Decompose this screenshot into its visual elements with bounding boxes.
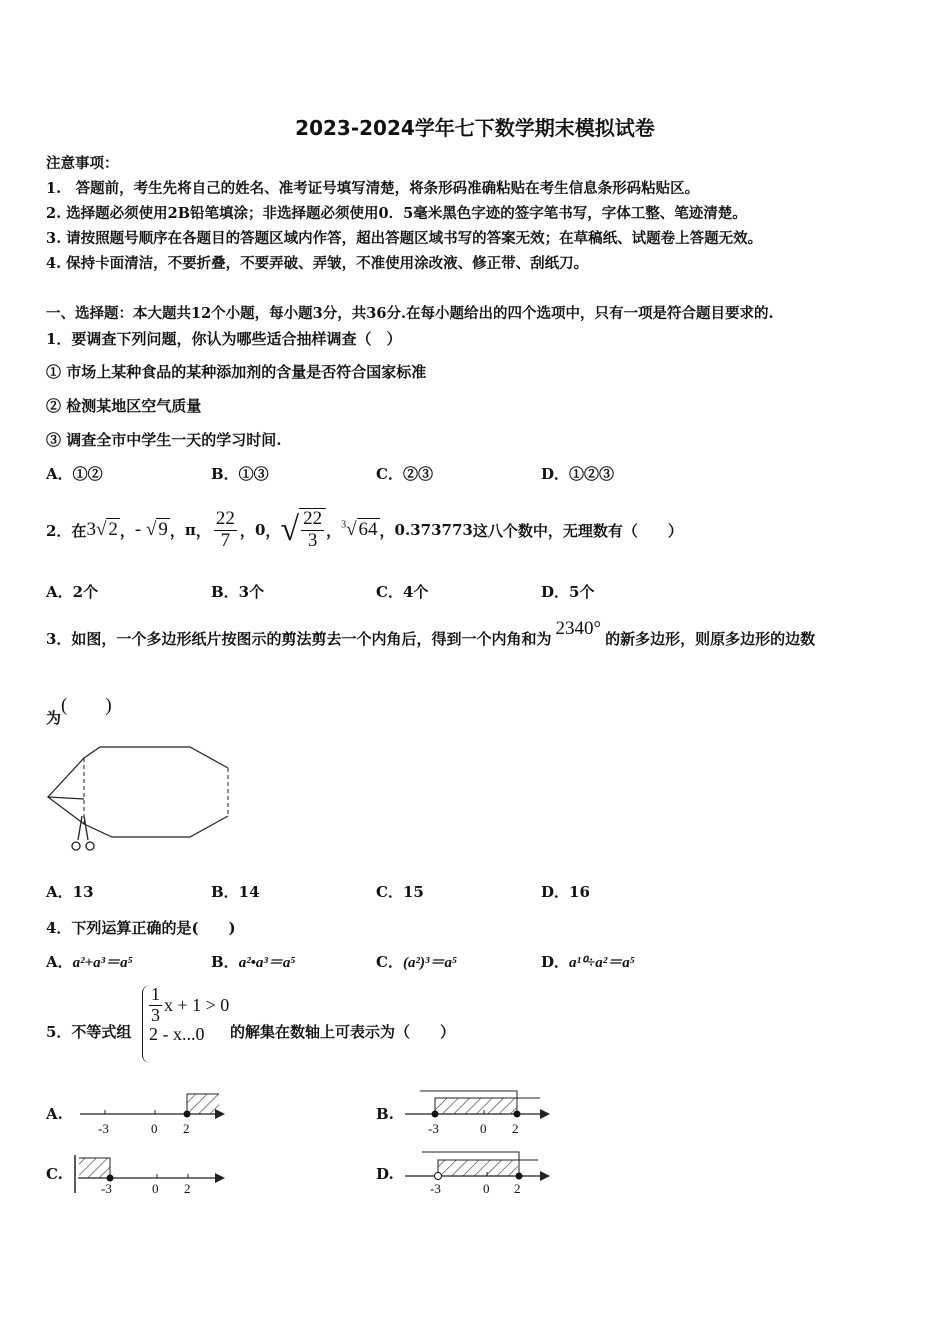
option-b: B．3个 [211,583,265,601]
number-line-d [400,1148,560,1198]
sep: ， [265,521,281,540]
tick-label: 2 [183,1121,190,1136]
page-title: 2023-2024学年七下数学期末模拟试卷 [295,116,655,140]
radicand: 2 [108,519,118,540]
question-stem: 1．要调查下列问题，你认为哪些适合抽样调查（ ） [46,330,402,348]
inequality-1 [149,985,229,1026]
denominator: 3 [307,530,318,551]
question-stem: 4．下列运算正确的是( ) [46,919,236,937]
question-stem-cont [46,695,112,729]
number-cuberoot-64: $^3$√ 64 [341,519,378,540]
stem-part: 的新多边形，则原多边形的边数 [605,630,816,648]
number-pi: π [184,521,196,539]
number-neg-root-9: - √ 9 [134,519,168,540]
note-item: 4. 保持卡面清洁，不要折叠，不要弄破、弄皱，不准使用涂改液、修正带、刮纸刀。 [46,255,589,272]
option-a: A．①② [46,465,103,483]
coef: 3 [86,519,96,540]
option-a-label: A. [46,1105,63,1123]
option-d [541,951,635,972]
scissors-icon [72,816,94,850]
option-a: A．13 [46,883,94,901]
question-item: ② 检测某地区空气质量 [46,397,202,415]
option-b-label: B. [376,1105,394,1123]
numerator: 22 [215,507,235,529]
sep: ， [169,521,185,540]
notes-heading: 注意事项： [46,155,119,172]
option-expr: (a²)³＝a⁵ [402,955,458,971]
question-stem [46,618,816,650]
option-a: A．2个 [46,583,99,601]
sign: - [134,519,142,540]
angle-value: 2340° [555,618,602,639]
option-c-label: C. [46,1165,63,1183]
option-label: B． [211,953,239,971]
sep: ， [119,521,135,540]
stem-part: 3．如图，一个多边形纸片按图示的剪法剪去一个内角后，得到一个内角和为 [46,630,552,648]
option-c: C．4个 [376,583,429,601]
inequality-system [142,985,229,1063]
option-label: A． [46,953,73,971]
tick-label: -3 [430,1181,441,1196]
tick-label: -3 [98,1121,109,1136]
option-d: D．①②③ [541,465,615,483]
tick-label: 0 [151,1121,158,1136]
option-c [376,951,457,972]
radicand: 9 [158,519,168,540]
numerator: 22 [303,508,323,530]
option-expr: a²+a³＝a⁵ [72,955,133,971]
note-item: 3. 请按照题号顺序在各题目的答题区域内作答，超出答题区域书写的答案无效；在草稿纸、试题卷上答题无效。 [46,230,763,247]
question-item: ③ 调查全市中学生一天的学习时间. [46,431,282,449]
number-22-over-7 [214,509,237,552]
number-3-root-2: 3√ 2 [86,519,118,540]
root-index: 3 [341,519,347,531]
tick-label: 2 [184,1181,191,1196]
stem-suffix: 这八个数中，无理数有（ ） [472,521,683,540]
note-item: 1. 答题前，考生先将自己的姓名、准考证号填写清楚，将条形码准确粘贴在考生信息条形码粘贴区。 [46,180,700,197]
section-heading: 一、选择题：本大题共12个小题，每小题3分，共36分.在每小题给出的四个选项中，只有一项是符合题目要求的. [46,305,774,322]
option-b: B．14 [211,883,260,901]
sep: ， [326,521,342,540]
number-decimal: 0.373773 [394,521,473,539]
tick-label: 2 [512,1121,519,1136]
option-label: D． [541,953,570,971]
question-item: ① 市场上某种食品的某种添加剂的含量是否符合国家标准 [46,363,427,381]
answer-paren: ( ) [61,695,112,716]
stem-prefix: 5．不等式组 [46,1023,132,1041]
option-b [211,951,296,972]
tick-label: -3 [101,1181,112,1196]
option-d: D．5个 [541,583,595,601]
question-stem [46,500,683,560]
stem-part: 为 [46,709,62,727]
stem-prefix: 2．在 [46,521,87,540]
sep: ， [379,521,395,540]
option-c: C．②③ [376,465,433,483]
tick-label: -3 [428,1121,439,1136]
denominator: 3 [151,1004,160,1025]
denominator: 7 [220,529,231,551]
polygon-cut-figure [40,740,240,860]
stem-suffix: 的解集在数轴上可表示为（ ） [230,1023,456,1041]
number-root-22-over-3: √ $\frac{22}{3}$ [280,508,326,552]
number-zero: 0 [254,521,266,539]
option-expr: a¹⁰÷a²＝a⁵ [569,955,635,971]
option-a [46,951,133,972]
option-expr: a²•a³＝a⁵ [238,955,296,971]
note-item: 2. 选择题必须使用2B铅笔填涂；非选择题必须使用0．5毫米黑色字迹的签字笔书写，字体工整、笔迹清楚。 [46,205,747,222]
option-label: C． [376,953,403,971]
option-c: C．15 [376,883,424,901]
tick-label: 0 [152,1181,159,1196]
option-d: D．16 [541,883,590,901]
numerator: 1 [151,984,160,1004]
tick-label: 0 [483,1181,490,1196]
sep: ， [195,521,211,540]
radicand: 64 [358,519,378,540]
option-b: B．①③ [211,465,269,483]
inequality-2: 2 - x...0 [149,1023,205,1044]
sep: ， [239,521,255,540]
option-d-label: D. [376,1165,394,1183]
tick-label: 0 [480,1121,487,1136]
tick-label: 2 [514,1181,521,1196]
inequality-rest: x + 1 > 0 [164,994,230,1015]
